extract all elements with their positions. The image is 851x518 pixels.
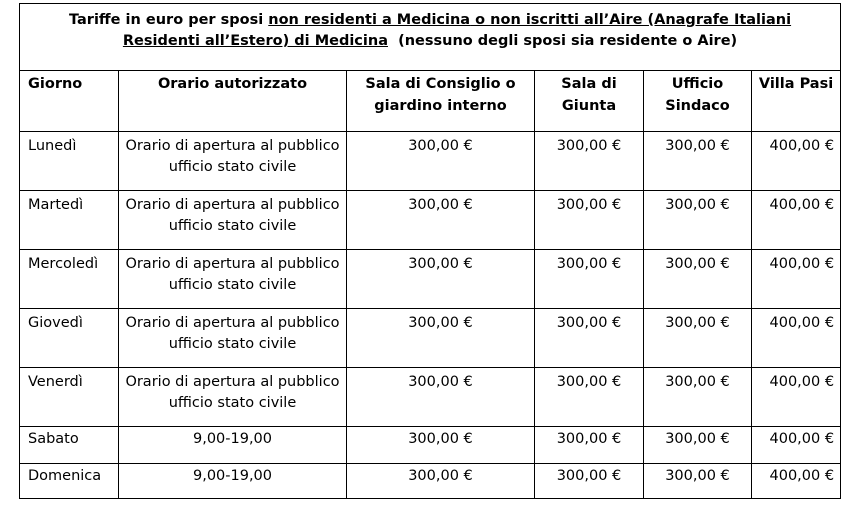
hours-cell: Orario di apertura al pubblico ufficio stato civile: [119, 191, 347, 250]
price-giunta-cell: 300,00 €: [535, 368, 644, 427]
table-row: [20, 427, 841, 464]
header-ufficio-sindaco: Ufficio Sindaco: [644, 71, 752, 132]
table-title: [20, 4, 841, 71]
title-underlined-2: o non iscritti all’Aire (Anagrafe Italiani: [470, 12, 792, 28]
header-row: [20, 71, 841, 132]
day-cell: Venerdì: [20, 368, 119, 427]
title-underlined-1: non residenti a Medicina: [268, 12, 471, 28]
table-row: [20, 464, 841, 499]
price-giunta-cell: 300,00 €: [535, 132, 644, 191]
day-cell: Domenica: [20, 464, 119, 499]
price-sindaco-cell: 300,00 €: [644, 191, 752, 250]
hours-cell: Orario di apertura al pubblico ufficio stato civile: [119, 368, 347, 427]
price-giunta-cell: 300,00 €: [535, 464, 644, 499]
day-cell: Lunedì: [20, 132, 119, 191]
day-cell: Mercoledì: [20, 250, 119, 309]
header-sala-giunta: Sala di Giunta: [535, 71, 644, 132]
title-underlined-3: Residenti all’Estero) di Medicina: [122, 33, 388, 49]
price-consiglio-cell: 300,00 €: [347, 132, 535, 191]
price-giunta-cell: 300,00 €: [535, 309, 644, 368]
price-consiglio-cell: 300,00 €: [347, 191, 535, 250]
hours-cell: Orario di apertura al pubblico ufficio stato civile: [119, 132, 347, 191]
tariff-table: [19, 3, 841, 499]
price-giunta-cell: 300,00 €: [535, 191, 644, 250]
price-villa-cell: 400,00 €: [752, 132, 841, 191]
price-sindaco-cell: 300,00 €: [644, 309, 752, 368]
hours-cell: 9,00-19,00: [119, 427, 347, 464]
header-orario: Orario autorizzato: [119, 71, 347, 132]
hours-cell: 9,00-19,00: [119, 464, 347, 499]
day-cell: Sabato: [20, 427, 119, 464]
price-sindaco-cell: 300,00 €: [644, 427, 752, 464]
price-villa-cell: 400,00 €: [752, 464, 841, 499]
price-giunta-cell: 300,00 €: [535, 250, 644, 309]
price-villa-cell: 400,00 €: [752, 309, 841, 368]
hours-cell: Orario di apertura al pubblico ufficio stato civile: [119, 309, 347, 368]
header-sala-consiglio: Sala di Consiglio o giardino interno: [347, 71, 535, 132]
price-sindaco-cell: 300,00 €: [644, 132, 752, 191]
price-consiglio-cell: 300,00 €: [347, 368, 535, 427]
price-consiglio-cell: 300,00 €: [347, 464, 535, 499]
price-giunta-cell: 300,00 €: [535, 427, 644, 464]
table-row: [20, 309, 841, 368]
title-prefix: Tariffe in euro per sposi: [69, 12, 269, 28]
price-sindaco-cell: 300,00 €: [644, 250, 752, 309]
header-giorno: Giorno: [20, 71, 119, 132]
price-consiglio-cell: 300,00 €: [347, 250, 535, 309]
price-villa-cell: 400,00 €: [752, 427, 841, 464]
day-cell: Martedì: [20, 191, 119, 250]
day-cell: Giovedì: [20, 309, 119, 368]
table-row: [20, 132, 841, 191]
header-villa-pasi: Villa Pasi: [752, 71, 841, 132]
price-villa-cell: 400,00 €: [752, 191, 841, 250]
table-row: [20, 250, 841, 309]
price-consiglio-cell: 300,00 €: [347, 309, 535, 368]
title-suffix: (nessuno degli sposi sia residente o Aire): [387, 33, 738, 49]
table-row: [20, 368, 841, 427]
price-consiglio-cell: 300,00 €: [347, 427, 535, 464]
price-sindaco-cell: 300,00 €: [644, 464, 752, 499]
table-row: [20, 191, 841, 250]
hours-cell: Orario di apertura al pubblico ufficio stato civile: [119, 250, 347, 309]
price-villa-cell: 400,00 €: [752, 250, 841, 309]
price-villa-cell: 400,00 €: [752, 368, 841, 427]
price-sindaco-cell: 300,00 €: [644, 368, 752, 427]
